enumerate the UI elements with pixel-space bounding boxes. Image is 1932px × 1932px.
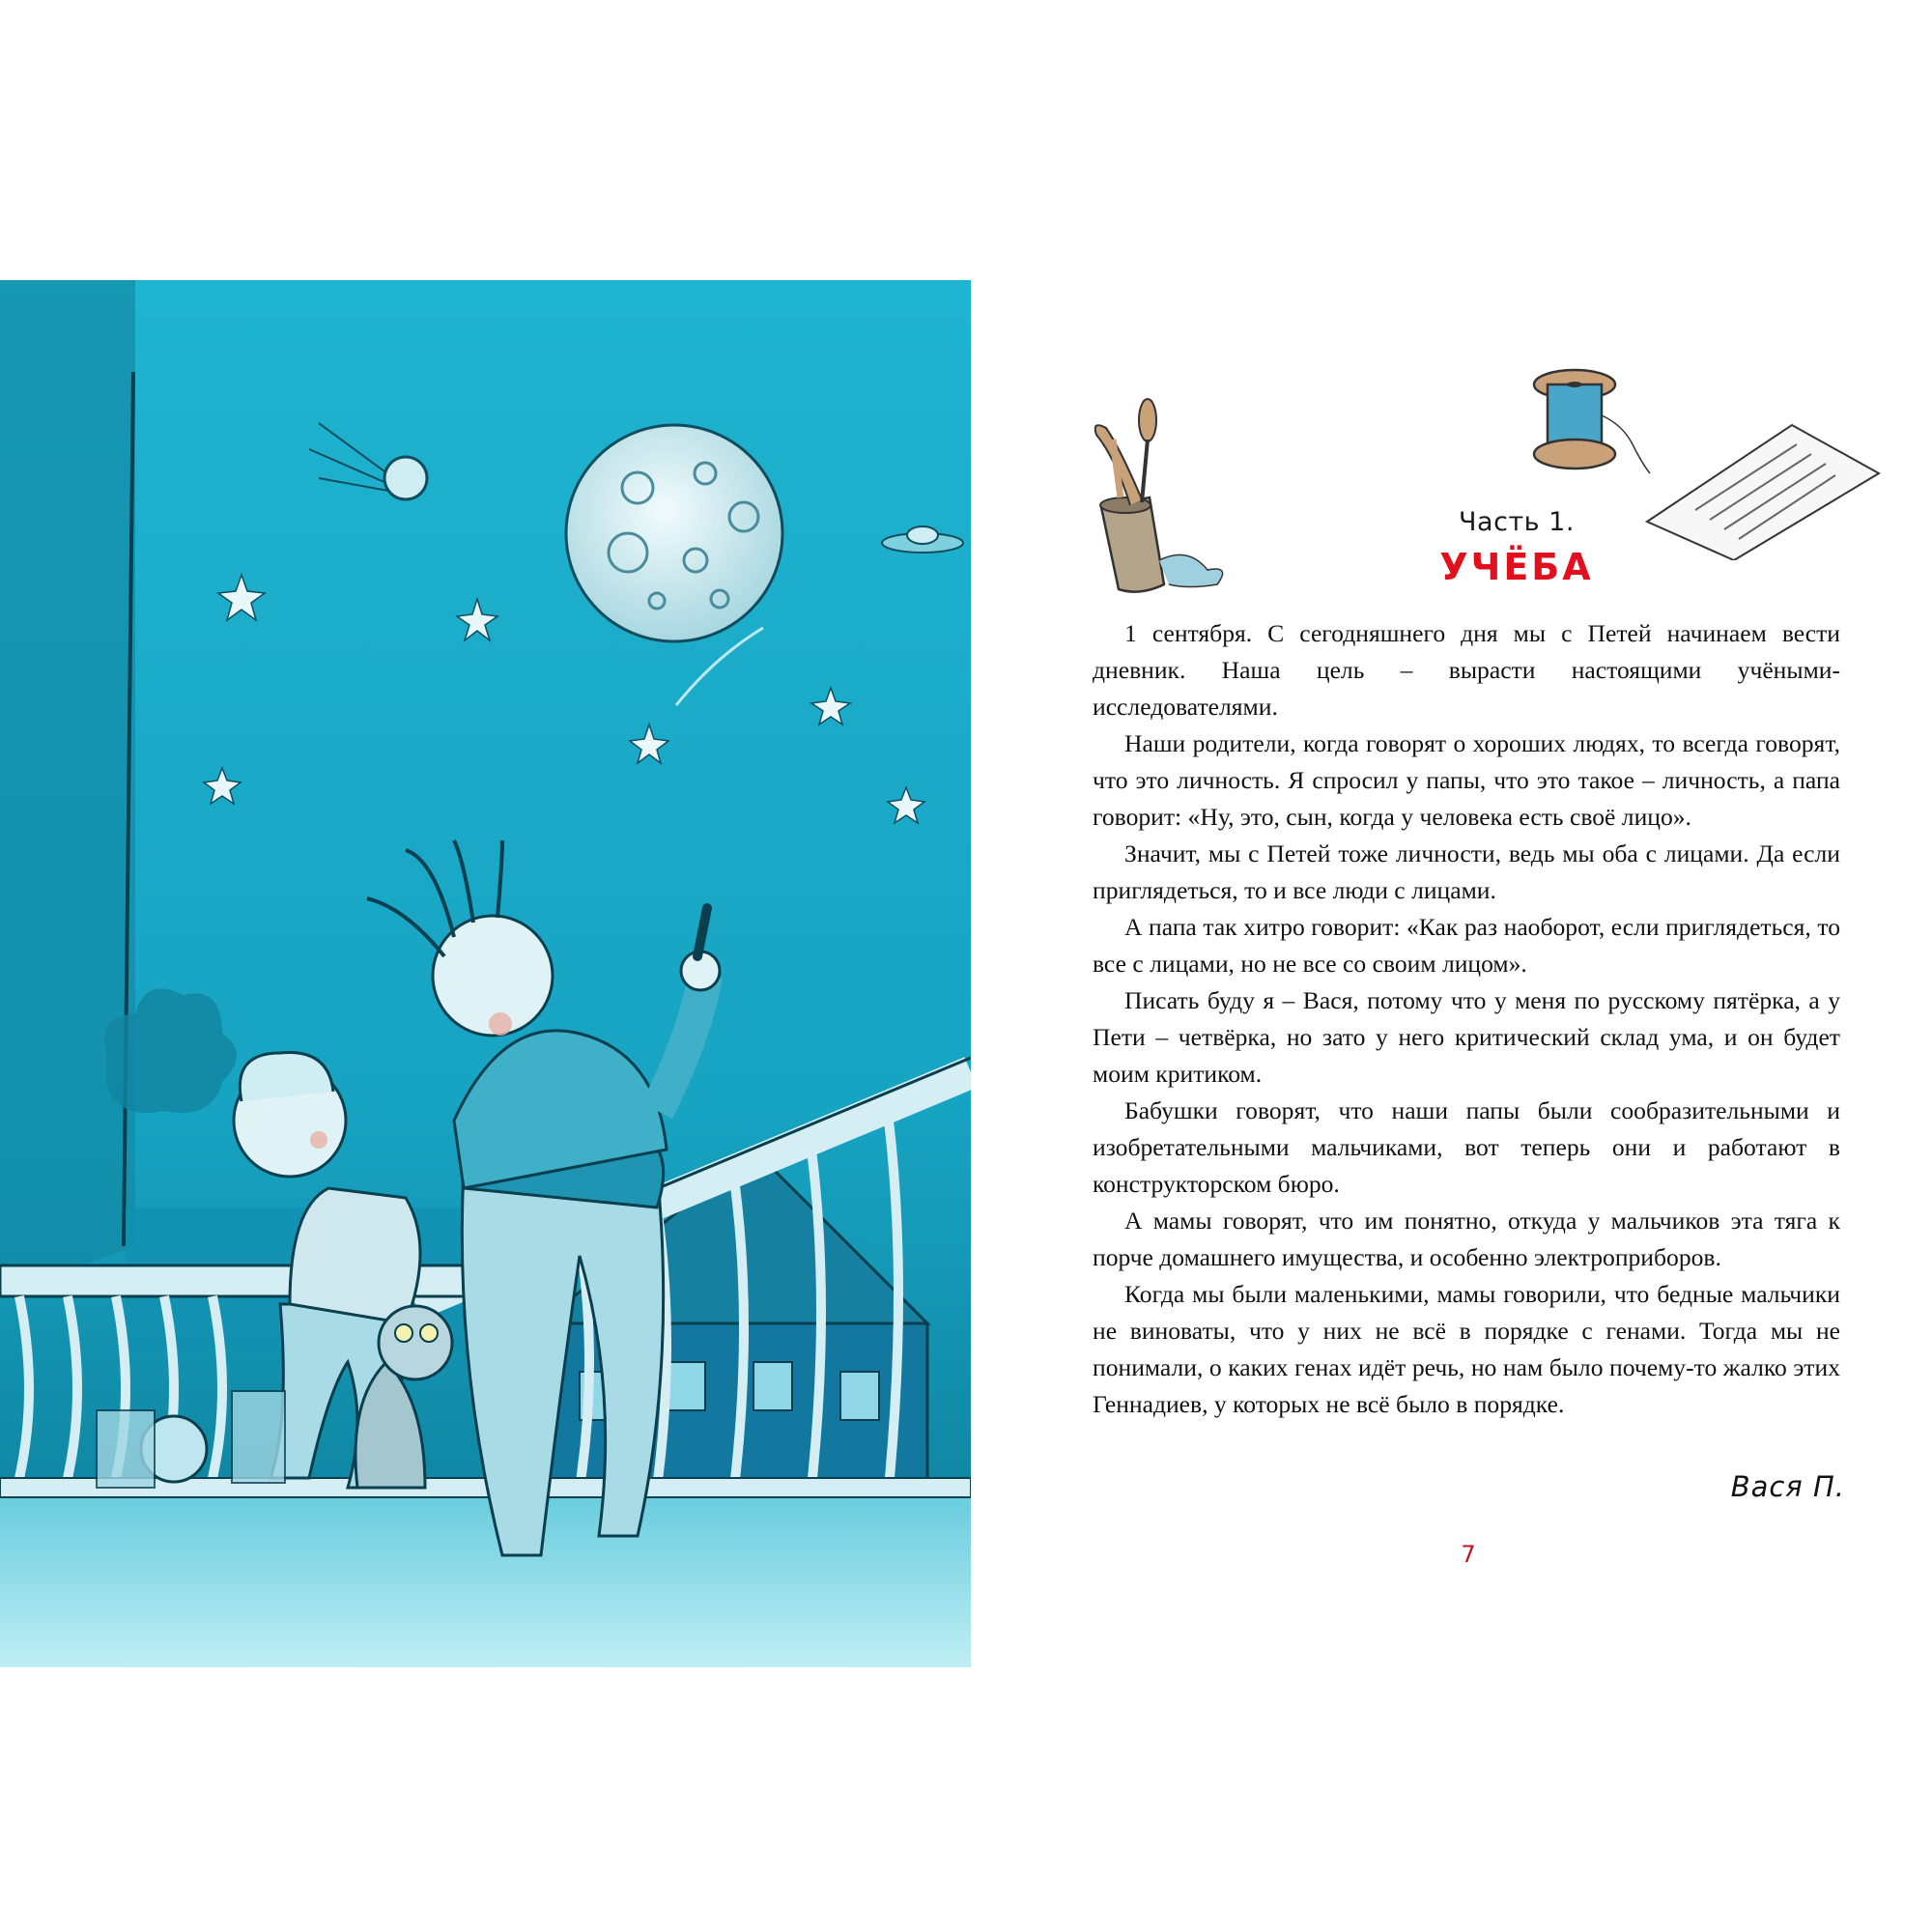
paragraph: Бабушки говорят, что наши папы были сообразительными и изобретательными мальчиками, вот теперь они и работают в конструкторском бюро. xyxy=(1093,1096,1840,1198)
part-label: Часть 1. xyxy=(1459,507,1575,537)
paper-sheet-icon xyxy=(1637,415,1889,560)
chapter-title: УЧЁБА xyxy=(1439,546,1594,588)
page-number: 7 xyxy=(1461,1541,1476,1568)
signature: Вася П. xyxy=(1730,1470,1845,1503)
paragraph: А мамы говорят, что им понятно, откуда у мальчиков эта тяга к порче домашнего имущества, и особенно электроприборов. xyxy=(1093,1207,1840,1271)
paragraph: А папа так хитро говорит: «Как раз наоборот, если приглядеться, то все с лицами, но не все со своим лицом». xyxy=(1093,913,1840,978)
illustration xyxy=(0,280,971,1667)
paragraph: 1 сентября. С сегодняшнего дня мы с Петей начинаем вести дневник. Наша цель – вырасти настоящими учёными-исследователями. xyxy=(1093,619,1840,721)
paragraph: Писать буду я – Вася, потому что у меня по русскому пятёрка, а у Пети – четвёрка, но зато у него критический склад ума, и он будет моим критиком. xyxy=(1093,986,1840,1088)
paragraph: Когда мы были маленькими, мамы говорили, что бедные мальчики не виноваты, что у них не всё в порядке с генами. Тогда мы не понимали, о каких генах идёт речь, но нам было почему-то жалко этих Геннадиев, у которых не всё было в порядке. xyxy=(1093,1280,1840,1418)
cup-with-spoons-icon xyxy=(1063,391,1265,599)
text-page xyxy=(1005,280,1932,1667)
night-sky-illustration xyxy=(0,280,971,1667)
body-text xyxy=(1093,615,1840,1423)
paragraph: Наши родители, когда говорят о хороших людях, то всегда говорят, что это личность. Я спросил у папы, что это такое – личность, а папа говорит: «Ну, это, сын, когда у человека есть своё лицо». xyxy=(1093,729,1840,831)
paragraph: Значит, мы с Петей тоже личности, ведь мы оба с лицами. Да если приглядеться, то и все люди с лицами. xyxy=(1093,839,1840,904)
